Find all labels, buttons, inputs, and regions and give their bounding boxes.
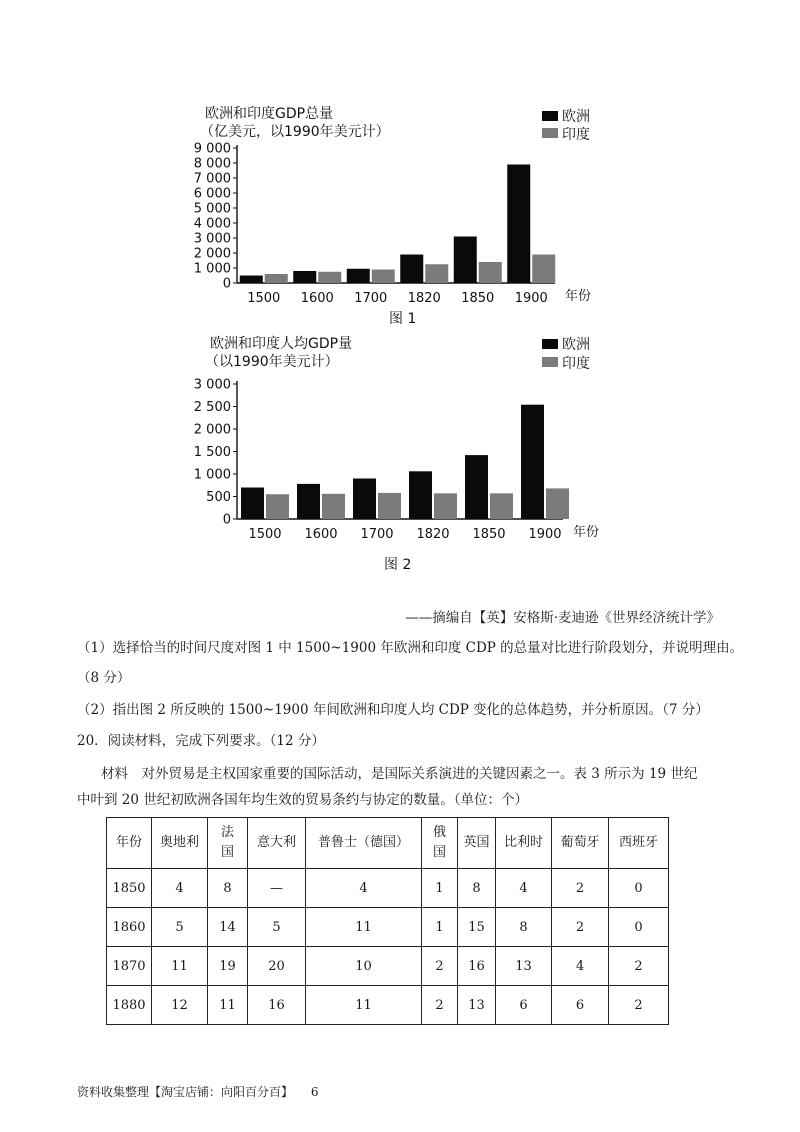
y-tick-label: 5 000 <box>193 201 231 217</box>
table-header-cell: 意大利 <box>248 818 306 869</box>
bar-europe-1500 <box>240 276 263 284</box>
table-cell: — <box>248 869 306 908</box>
x-tick-label: 1850 <box>472 527 506 542</box>
y-tick-label: 1 500 <box>193 445 231 460</box>
footer <box>77 1083 318 1100</box>
chart1-subtitle: （亿美元，以1990年美元计） <box>200 124 390 140</box>
table-cell: 4 <box>152 869 208 908</box>
y-tick-label: 6 000 <box>193 186 231 202</box>
y-tick-label: 3 000 <box>193 231 231 247</box>
table-cell: 11 <box>152 947 208 986</box>
table-cell: 15 <box>458 908 496 947</box>
legend-swatch-india <box>542 357 558 367</box>
legend-swatch-europe <box>542 111 558 121</box>
x-tick-label: 1900 <box>528 527 562 542</box>
table-header-cell: 普鲁士（德国） <box>306 818 422 869</box>
bar-india-1850 <box>490 493 513 519</box>
bar-europe-1900 <box>507 165 530 284</box>
table-cell: 8 <box>458 869 496 908</box>
table-cell: 16 <box>458 947 496 986</box>
table-row <box>107 908 669 947</box>
table-header-cell: 西班牙 <box>609 818 669 869</box>
x-tick-label: 1500 <box>247 291 281 306</box>
x-tick-label: 1850 <box>461 291 495 306</box>
bar-europe-1900 <box>521 405 544 519</box>
bar-india-1820 <box>425 264 448 283</box>
y-tick-label: 1 000 <box>193 467 231 483</box>
bar-europe-1600 <box>297 484 320 519</box>
table-cell: 12 <box>152 986 208 1025</box>
x-axis-label: 年份 <box>573 525 600 540</box>
chart2-caption: 图 2 <box>384 557 412 573</box>
table-cell: 2 <box>609 986 669 1025</box>
table-cell: 8 <box>496 908 552 947</box>
x-tick-label: 1500 <box>248 527 282 542</box>
table-cell: 11 <box>208 986 248 1025</box>
table-header-row <box>107 818 669 869</box>
y-tick-label: 3 000 <box>193 377 231 393</box>
table-cell: 8 <box>208 869 248 908</box>
bar-india-1700 <box>378 493 401 519</box>
table-cell: 1880 <box>107 986 152 1025</box>
chart2-legend-europe: 欧洲 <box>562 337 590 353</box>
bar-india-1600 <box>318 272 341 283</box>
x-tick-label: 1820 <box>416 527 450 542</box>
gdp-per-capita-chart <box>0 330 800 590</box>
bar-europe-1850 <box>454 237 477 284</box>
table-cell: 1850 <box>107 869 152 908</box>
x-tick-label: 1700 <box>354 291 388 306</box>
table-cell: 2 <box>422 947 458 986</box>
table-cell: 1870 <box>107 947 152 986</box>
table-cell: 11 <box>306 908 422 947</box>
table-cell: 1 <box>422 908 458 947</box>
legend-swatch-europe <box>542 339 558 349</box>
footer-label: 资料收集整理【淘宝店铺：向阳百分百】 <box>77 1085 294 1099</box>
bar-india-1900 <box>546 488 569 519</box>
table-header-cell: 比利时 <box>496 818 552 869</box>
bar-europe-1850 <box>465 455 488 519</box>
y-tick-label: 2 000 <box>193 422 231 438</box>
bar-india-1700 <box>372 270 395 284</box>
chart2-legend-india: 印度 <box>562 356 590 372</box>
table-header-cell: 俄 国 <box>422 818 458 869</box>
chart1-caption: 图 1 <box>389 311 417 327</box>
y-tick-label: 0 <box>222 276 231 292</box>
table-cell: 1 <box>422 869 458 908</box>
table-cell: 1860 <box>107 908 152 947</box>
table-header-cell: 年份 <box>107 818 152 869</box>
material-text: 材料 对外贸易是主权国家重要的国际活动，是国际关系演进的关键因素之一。表 3 所示为 19 世纪 <box>101 766 698 782</box>
table-cell: 2 <box>552 869 609 908</box>
bar-india-1500 <box>266 494 289 519</box>
table-cell: 2 <box>609 947 669 986</box>
table-header-cell: 葡萄牙 <box>552 818 609 869</box>
y-tick-label: 0 <box>222 512 231 528</box>
table-row <box>107 947 669 986</box>
question-1-points: （8 分） <box>77 670 131 686</box>
chart1-title: 欧洲和印度GDP总量 <box>205 106 334 122</box>
table-cell: 5 <box>248 908 306 947</box>
material-text-cont: 中叶到 20 世纪初欧洲各国年均生效的贸易条约与协定的数量。（单位：个） <box>77 792 529 808</box>
legend-swatch-india <box>542 128 558 138</box>
chart1-plot <box>194 142 591 307</box>
table-cell: 2 <box>552 908 609 947</box>
y-tick-label: 2 500 <box>193 400 231 415</box>
y-tick-label: 9 000 <box>193 141 231 157</box>
y-tick-label: 7 000 <box>193 171 231 187</box>
question-2: （2）指出图 2 所反映的 1500~1900 年间欧洲和印度人均 CDP 变化的总体趋势，并分析原因。（7 分） <box>77 702 709 718</box>
table-cell: 20 <box>248 947 306 986</box>
bar-europe-1820 <box>400 255 423 284</box>
bar-europe-1500 <box>241 488 264 520</box>
chart2-subtitle: （以1990年美元计） <box>205 354 339 370</box>
y-tick-label: 1 000 <box>193 261 231 277</box>
x-tick-label: 1820 <box>407 291 441 306</box>
x-tick-label: 1600 <box>300 291 334 306</box>
table-header-cell: 英国 <box>458 818 496 869</box>
table-cell: 14 <box>208 908 248 947</box>
table-cell: 4 <box>496 869 552 908</box>
x-tick-label: 1600 <box>304 527 338 542</box>
table-cell: 13 <box>458 986 496 1025</box>
y-tick-label: 4 000 <box>193 216 231 232</box>
bar-india-1600 <box>322 494 345 519</box>
table-cell: 4 <box>306 869 422 908</box>
chart1-legend-india: 印度 <box>562 127 590 143</box>
table-cell: 4 <box>552 947 609 986</box>
table-row <box>107 986 669 1025</box>
bar-india-1900 <box>532 255 555 284</box>
table-cell: 5 <box>152 908 208 947</box>
question-1: （1）选择恰当的时间尺度对图 1 中 1500~1900 年欧洲和印度 CDP 的总量对比进行阶段划分，并说明理由。 <box>77 640 744 656</box>
y-tick-label: 8 000 <box>193 156 231 172</box>
x-axis-label: 年份 <box>565 289 592 304</box>
bar-india-1850 <box>479 262 502 283</box>
chart1-legend-europe: 欧洲 <box>562 109 590 125</box>
chart2-plot <box>194 378 599 543</box>
bar-europe-1700 <box>347 269 370 283</box>
trade-treaty-table <box>106 817 669 1025</box>
question-20: 20．阅读材料，完成下列要求。（12 分） <box>77 733 325 749</box>
bar-europe-1820 <box>409 471 432 519</box>
page-number: 6 <box>310 1085 319 1099</box>
table-cell: 0 <box>609 908 669 947</box>
bar-europe-1700 <box>353 479 376 520</box>
y-tick-label: 500 <box>206 490 231 505</box>
table-header-cell: 奥地利 <box>152 818 208 869</box>
bar-europe-1600 <box>293 271 316 283</box>
table-row <box>107 869 669 908</box>
source-citation: ——摘编自【英】安格斯·麦迪逊《世界经济统计学》 <box>405 610 720 626</box>
table-cell: 0 <box>609 869 669 908</box>
x-tick-label: 1900 <box>514 291 548 306</box>
table-cell: 19 <box>208 947 248 986</box>
table-cell: 16 <box>248 986 306 1025</box>
table-header-cell: 法 国 <box>208 818 248 869</box>
chart2-title: 欧洲和印度人均GDP量 <box>210 336 353 352</box>
bar-india-1820 <box>434 493 457 519</box>
table-cell: 2 <box>422 986 458 1025</box>
y-tick-label: 2 000 <box>193 246 231 262</box>
x-tick-label: 1700 <box>360 527 394 542</box>
table-cell: 11 <box>306 986 422 1025</box>
bar-india-1500 <box>265 274 288 283</box>
gdp-total-chart <box>0 0 800 330</box>
table-cell: 6 <box>552 986 609 1025</box>
table-cell: 6 <box>496 986 552 1025</box>
table-cell: 10 <box>306 947 422 986</box>
table-cell: 13 <box>496 947 552 986</box>
